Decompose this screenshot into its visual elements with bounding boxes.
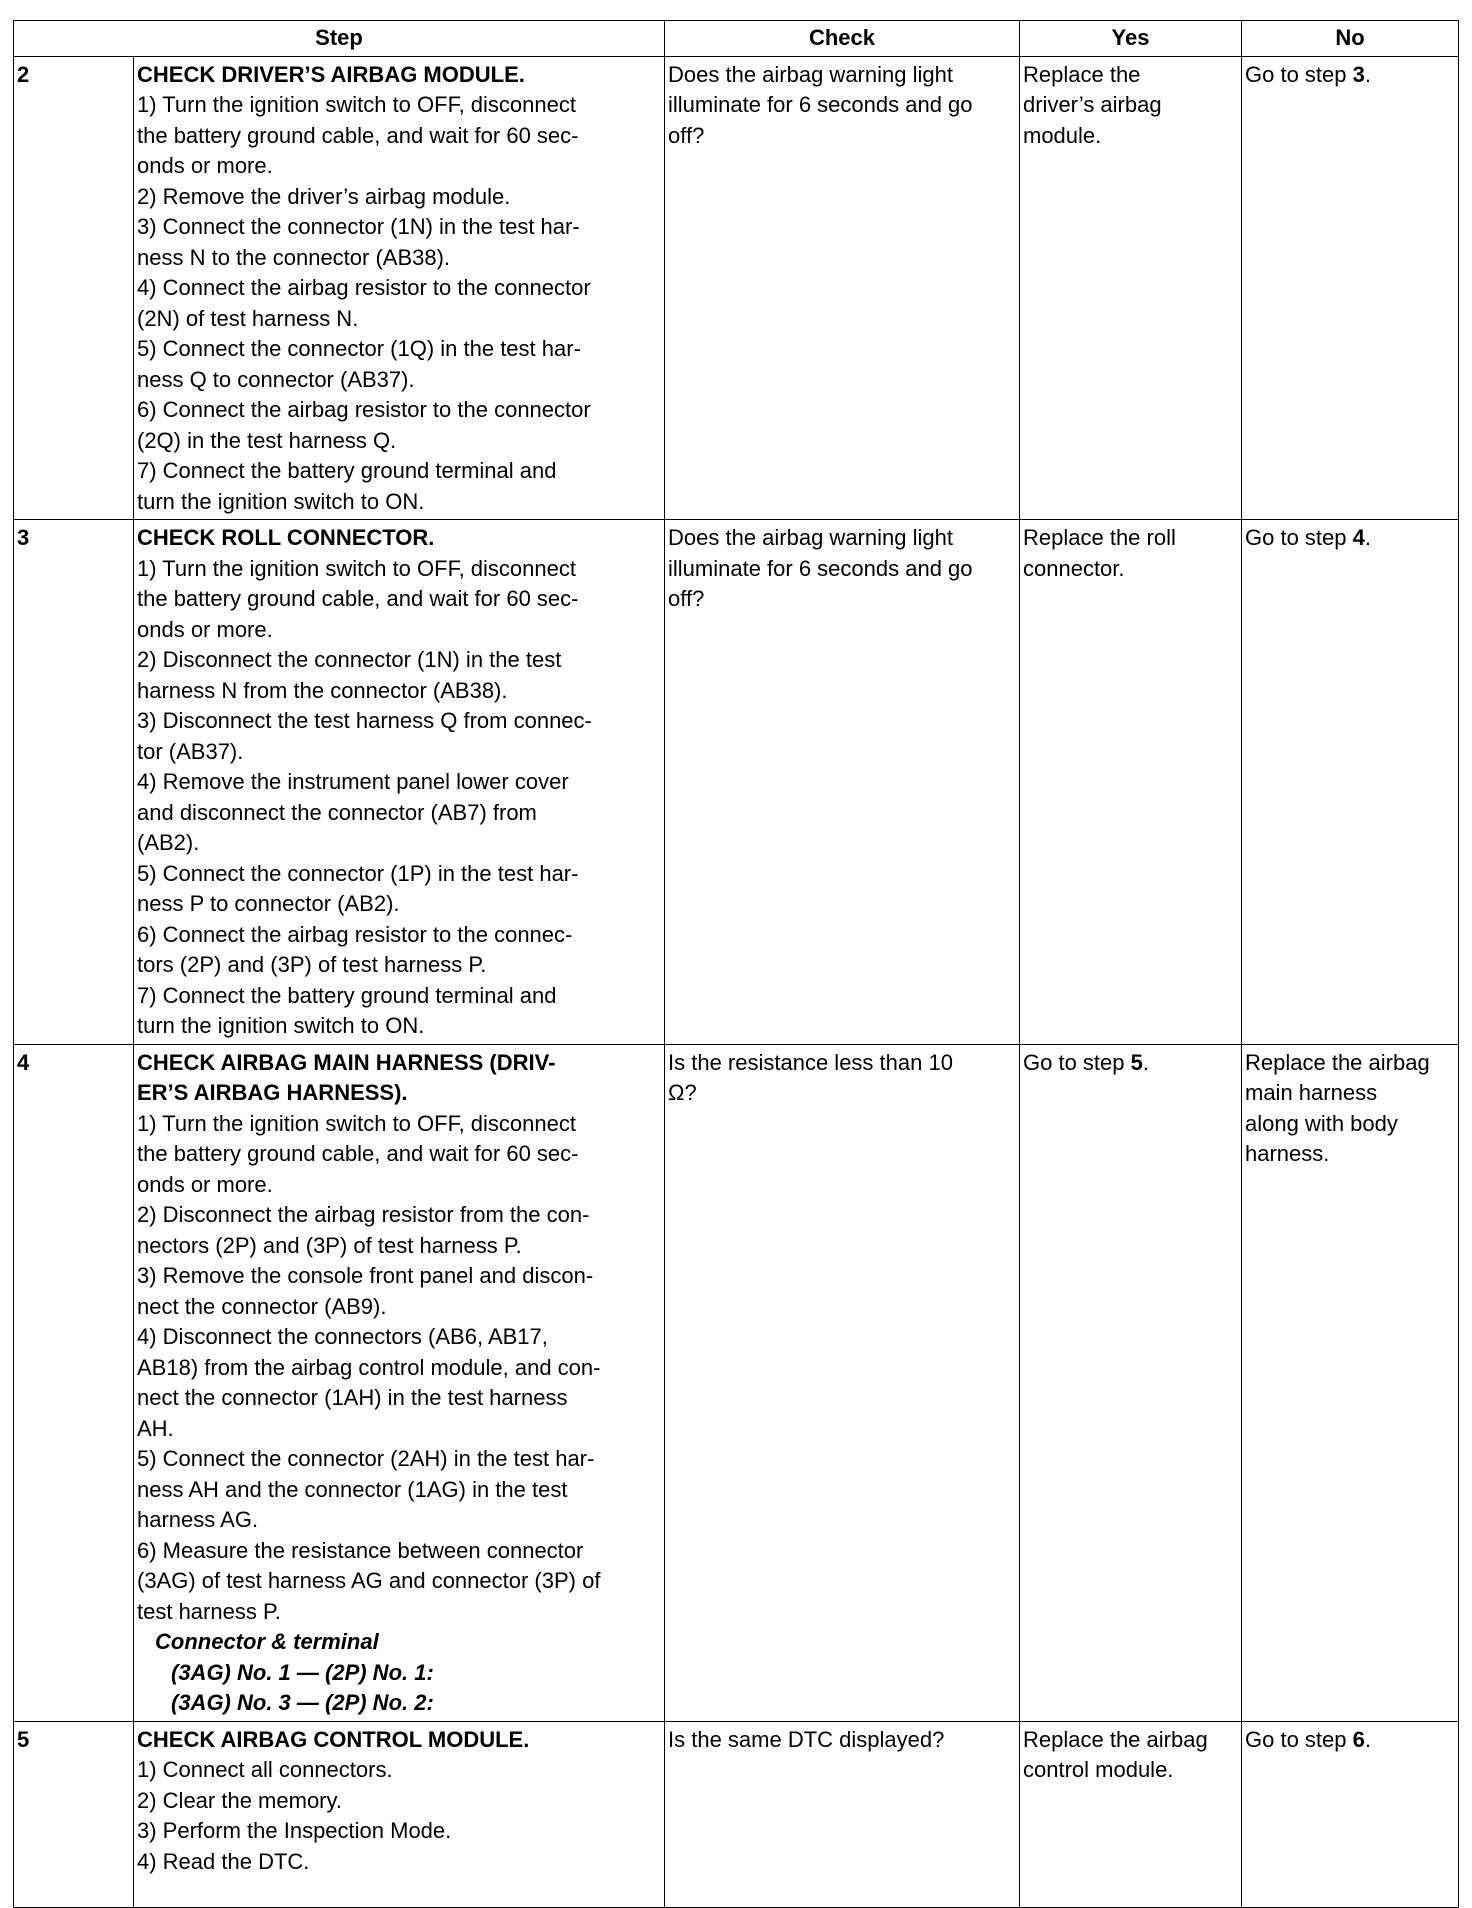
step-cell	[134, 1044, 665, 1721]
no-prefix: Go to step	[1245, 1726, 1353, 1752]
no-suffix: .	[1364, 1726, 1371, 1752]
check-line: Is the resistance less than 10	[668, 1049, 953, 1075]
yes-line: module.	[1023, 122, 1102, 148]
no-line	[1245, 523, 1455, 554]
yes-line: connector.	[1023, 555, 1125, 581]
step-line: 4) Remove the instrument panel lower cover	[137, 769, 569, 794]
no-step-ref: 6	[1352, 1726, 1365, 1752]
step-line: 1) Turn the ignition switch to OFF, disconnect	[137, 555, 576, 581]
check-cell	[665, 1044, 1020, 1721]
table-row	[14, 520, 1459, 1045]
no-line	[1245, 60, 1455, 91]
check-cell	[665, 520, 1020, 1045]
no-line: main harness	[1245, 1080, 1378, 1105]
step-line: 2) Disconnect the airbag resistor from the con-	[137, 1202, 590, 1227]
no-line: along with body	[1245, 1110, 1398, 1136]
step-title: CHECK DRIVER’S AIRBAG MODULE.	[137, 61, 525, 87]
table-row	[14, 56, 1459, 520]
step-line: the battery ground cable, and wait for 60 sec-	[137, 586, 579, 611]
step-line: 2) Disconnect the connector (1N) in the test	[137, 647, 562, 672]
step-cell	[134, 520, 665, 1045]
yes-line: driver’s airbag	[1023, 92, 1162, 117]
step-number: 3	[14, 520, 134, 1045]
check-line: illuminate for 6 seconds and go	[668, 555, 973, 581]
check-line: Does the airbag warning light	[668, 525, 953, 550]
step-title: CHECK AIRBAG CONTROL MODULE.	[137, 1726, 530, 1752]
step-line: AH.	[137, 1415, 174, 1441]
no-step-ref: 3	[1352, 61, 1365, 87]
step-line: (2N) of test harness N.	[137, 305, 359, 331]
step-title: ER’S AIRBAG HARNESS).	[137, 1080, 408, 1105]
step-line: and disconnect the connector (AB7) from	[137, 799, 537, 825]
step-line: 6) Measure the resistance between connector	[137, 1537, 584, 1563]
no-cell	[1242, 1721, 1459, 1907]
step-line: nect the connector (1AH) in the test harness	[137, 1385, 568, 1410]
yes-cell	[1020, 1044, 1242, 1721]
step-line: 2) Remove the driver’s airbag module.	[137, 183, 511, 209]
step-number: 2	[14, 56, 134, 520]
table-row	[14, 1044, 1459, 1721]
step-number: 5	[14, 1721, 134, 1907]
yes-cell	[1020, 56, 1242, 520]
step-cell	[134, 1721, 665, 1907]
step-line: 5) Connect the connector (1Q) in the test har-	[137, 336, 581, 361]
step-line: 4) Connect the airbag resistor to the connector	[137, 275, 591, 300]
header-no: No	[1242, 21, 1459, 57]
check-line: Does the airbag warning light	[668, 61, 953, 87]
step-title: CHECK ROLL CONNECTOR.	[137, 525, 435, 550]
yes-line: control module.	[1023, 1757, 1174, 1782]
no-prefix: Go to step	[1245, 525, 1353, 550]
step-line: (AB2).	[137, 830, 200, 855]
step-line: 4) Read the DTC.	[137, 1848, 310, 1874]
connector-terminal-line: (3AG) No. 3 — (2P) No. 2:	[171, 1690, 434, 1715]
step-line: 3) Remove the console front panel and discon-	[137, 1263, 594, 1288]
check-cell	[665, 1721, 1020, 1907]
no-suffix: .	[1364, 61, 1371, 87]
step-line: onds or more.	[137, 616, 273, 642]
header-step: Step	[14, 21, 665, 57]
yes-line: Replace the roll	[1023, 525, 1176, 550]
step-line: 3) Connect the connector (1N) in the test har-	[137, 214, 580, 239]
step-line: (2Q) in the test harness Q.	[137, 427, 397, 453]
no-cell	[1242, 1044, 1459, 1721]
step-line: ness Q to connector (AB37).	[137, 366, 415, 392]
no-suffix: .	[1364, 525, 1371, 550]
table-row	[14, 1721, 1459, 1907]
connector-terminal-heading: Connector & terminal	[155, 1629, 379, 1654]
yes-step-ref: 5	[1130, 1049, 1143, 1075]
header-yes: Yes	[1020, 21, 1242, 57]
step-line: 2) Clear the memory.	[137, 1787, 342, 1813]
step-line: harness AG.	[137, 1507, 259, 1532]
step-line: 4) Disconnect the connectors (AB6, AB17,	[137, 1324, 548, 1349]
check-cell	[665, 56, 1020, 520]
no-cell	[1242, 56, 1459, 520]
step-cell	[134, 56, 665, 520]
step-line: ness P to connector (AB2).	[137, 891, 400, 916]
step-line: ness N to the connector (AB38).	[137, 244, 451, 270]
step-title: CHECK AIRBAG MAIN HARNESS (DRIV-	[137, 1049, 556, 1075]
step-line: nectors (2P) and (3P) of test harness P.	[137, 1232, 522, 1258]
no-prefix: Go to step	[1245, 61, 1353, 87]
step-line: tor (AB37).	[137, 738, 244, 764]
check-line: off?	[668, 122, 705, 148]
header-check: Check	[665, 21, 1020, 57]
no-line	[1245, 1725, 1455, 1756]
step-line: 6) Connect the airbag resistor to the connector	[137, 397, 591, 422]
yes-line: Replace the airbag	[1023, 1726, 1208, 1752]
yes-line: Replace the	[1023, 61, 1141, 87]
no-line: Replace the airbag	[1245, 1049, 1430, 1075]
step-line: nect the connector (AB9).	[137, 1293, 387, 1319]
yes-line	[1023, 1048, 1238, 1079]
yes-cell	[1020, 1721, 1242, 1907]
step-line: (3AG) of test harness AG and connector (3P) of	[137, 1568, 601, 1593]
check-line: illuminate for 6 seconds and go	[668, 92, 973, 117]
step-number: 4	[14, 1044, 134, 1721]
check-line: Is the same DTC displayed?	[668, 1726, 945, 1752]
no-cell	[1242, 520, 1459, 1045]
step-line: harness N from the connector (AB38).	[137, 677, 508, 703]
step-line: 7) Connect the battery ground terminal and	[137, 982, 557, 1008]
connector-terminal-line: (3AG) No. 1 — (2P) No. 1:	[171, 1659, 434, 1685]
step-line: the battery ground cable, and wait for 60 sec-	[137, 1141, 579, 1166]
yes-suffix: .	[1142, 1049, 1149, 1075]
step-line: onds or more.	[137, 153, 273, 178]
step-line: the battery ground cable, and wait for 60 sec-	[137, 122, 579, 148]
step-line: 1) Turn the ignition switch to OFF, disconnect	[137, 92, 576, 117]
step-line: 5) Connect the connector (2AH) in the test har-	[137, 1446, 595, 1471]
step-line: ness AH and the connector (1AG) in the test	[137, 1476, 568, 1502]
header-row	[14, 21, 1459, 57]
step-line: 5) Connect the connector (1P) in the test har-	[137, 860, 579, 886]
check-line: Ω?	[668, 1080, 697, 1105]
yes-prefix: Go to step	[1023, 1049, 1131, 1075]
yes-cell	[1020, 520, 1242, 1045]
step-line: 1) Turn the ignition switch to OFF, disconnect	[137, 1110, 576, 1136]
no-step-ref: 4	[1352, 525, 1365, 550]
step-line: 7) Connect the battery ground terminal and	[137, 458, 557, 483]
diagnostic-table	[13, 20, 1459, 1908]
step-line: AB18) from the airbag control module, and con-	[137, 1354, 601, 1380]
step-line: turn the ignition switch to ON.	[137, 1013, 425, 1038]
step-line: 1) Connect all connectors.	[137, 1757, 393, 1782]
step-line: test harness P.	[137, 1598, 281, 1624]
step-line: 6) Connect the airbag resistor to the connec-	[137, 921, 573, 947]
no-line: harness.	[1245, 1141, 1330, 1166]
step-line: 3) Disconnect the test harness Q from connec-	[137, 708, 592, 733]
step-line: tors (2P) and (3P) of test harness P.	[137, 952, 487, 977]
step-line: turn the ignition switch to ON.	[137, 488, 425, 514]
step-line: 3) Perform the Inspection Mode.	[137, 1818, 452, 1843]
step-line: onds or more.	[137, 1171, 273, 1197]
check-line: off?	[668, 586, 705, 611]
